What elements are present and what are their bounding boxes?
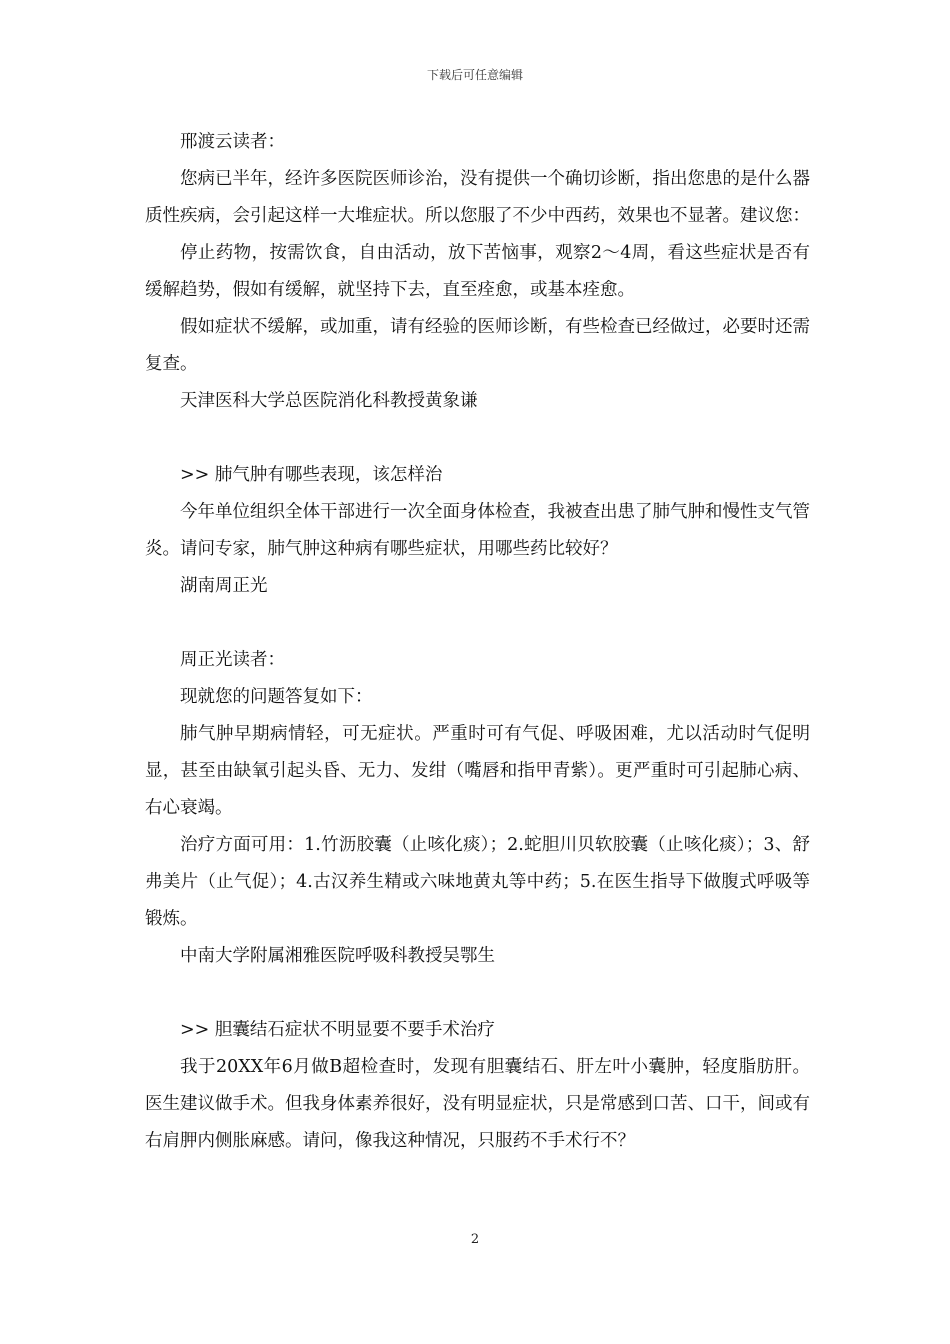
section-spacer xyxy=(145,605,810,642)
reply-salutation: 周正光读者： xyxy=(180,650,285,670)
page-number: 2 xyxy=(470,1232,480,1247)
reply-salutation: 邢渡云读者： xyxy=(180,132,285,152)
reply-signature: 中南大学附属湘雅医院呼吸科教授吴鄂生 xyxy=(180,946,495,966)
document-body xyxy=(145,124,810,1160)
question-author: 湖南周正光 xyxy=(180,576,268,596)
reply-paragraph: 假如症状不缓解，或加重，请有经验的医师诊断，有些检查已经做过，必要时还需复查。 xyxy=(145,317,810,374)
question-title: >> 肺气肿有哪些表现，该怎样治 xyxy=(180,465,443,485)
reply-paragraph: 肺气肿早期病情轻，可无症状。严重时可有气促、呼吸困难，尤以活动时气促明显，甚至由缺氧引起头昏、无力、发绀（嘴唇和指甲青紫）。更严重时可引起肺心病、右心衰竭。 xyxy=(145,724,810,818)
section-spacer xyxy=(145,975,810,1012)
reply-signature: 天津医科大学总医院消化科教授黄象谦 xyxy=(180,391,478,411)
reply-paragraph: 停止药物，按需饮食，自由活动，放下苦恼事，观察2～4周，看这些症状是否有缓解趋势，假如有缓解，就坚持下去，直至痊愈，或基本痊愈。 xyxy=(145,243,810,300)
question-title: >> 胆囊结石症状不明显要不要手术治疗 xyxy=(180,1020,495,1040)
reply-paragraph: 治疗方面可用：1.竹沥胶囊（止咳化痰）；2.蛇胆川贝软胶囊（止咳化痰）；3、舒弗美片（止气促）；4.古汉养生精或六味地黄丸等中药；5.在医生指导下做腹式呼吸等锻炼。 xyxy=(145,835,810,929)
reply-intro: 现就您的问题答复如下： xyxy=(180,687,373,707)
question-body: 我于20XX年6月做B超检查时，发现有胆囊结石、肝左叶小囊肿，轻度脂肪肝。医生建议做手术。但我身体素养很好，没有明显症状，只是常感到口苦、口干，间或有右肩胛内侧胀麻感。请问，像我这种情况，只服药不手术行不？ xyxy=(145,1057,810,1151)
reply-paragraph: 您病已半年，经许多医院医师诊治，没有提供一个确切诊断，指出您患的是什么器质性疾病，会引起这样一大堆症状。所以您服了不少中西药，效果也不显著。建议您： xyxy=(145,169,810,226)
section-spacer xyxy=(145,420,810,457)
question-body: 今年单位组织全体干部进行一次全面身体检查，我被查出患了肺气肿和慢性支气管炎。请问专家，肺气肿这种病有哪些症状，用哪些药比较好？ xyxy=(145,502,810,559)
header-note: 下载后可任意编辑 xyxy=(426,68,523,82)
